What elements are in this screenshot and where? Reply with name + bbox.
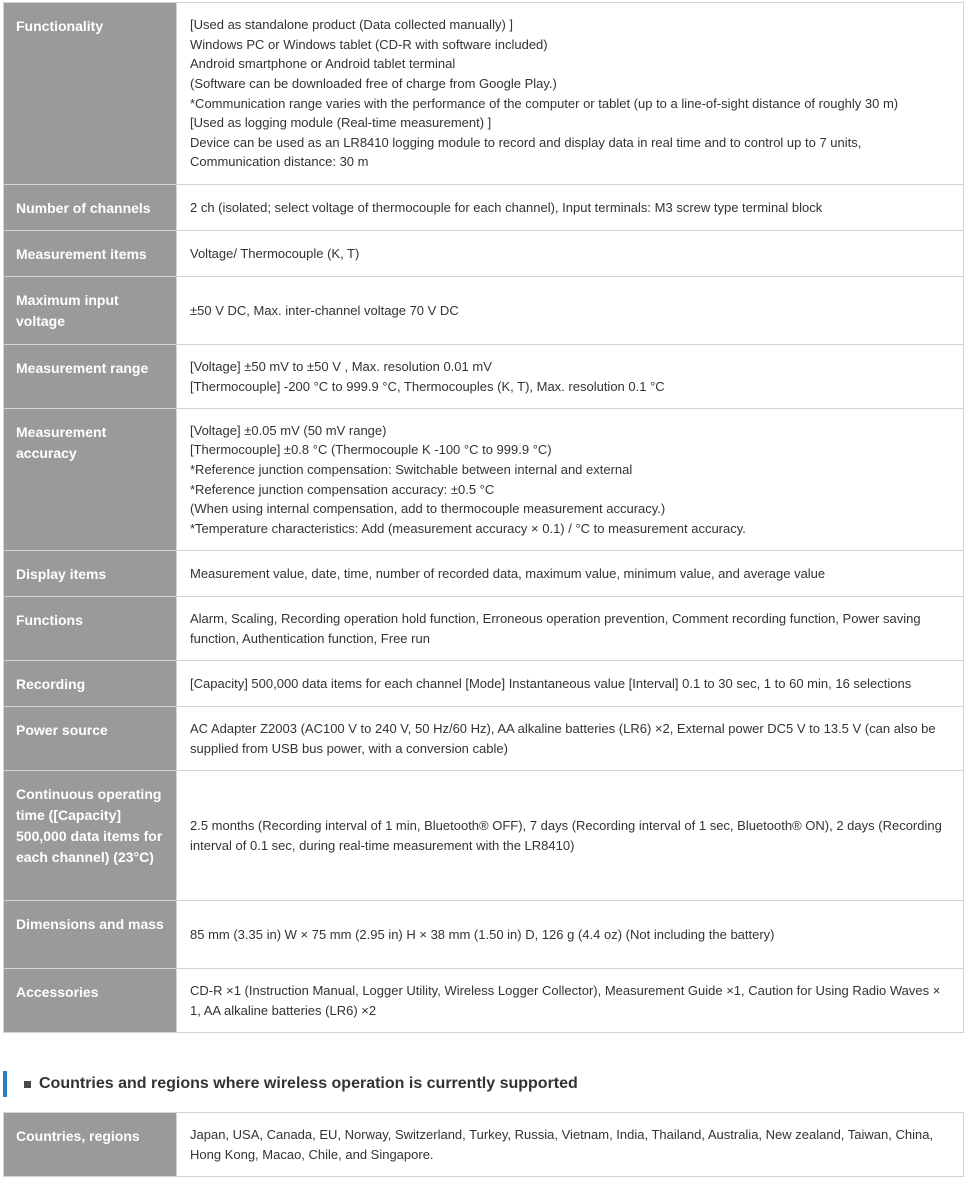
table-row (4, 661, 964, 707)
spec-table (3, 2, 964, 1033)
row-value (177, 3, 964, 185)
row-label: Measurement accuracy (4, 409, 177, 551)
table-row (4, 771, 964, 901)
row-label: Functionality (4, 3, 177, 185)
row-value (177, 707, 964, 771)
value-line: [Used as logging module (Real-time measurement) ] (190, 115, 492, 131)
spec-table-body (4, 3, 964, 1033)
table-row (4, 551, 964, 597)
row-label: Number of channels (4, 185, 177, 231)
value-line: 85 mm (3.35 in) W × 75 mm (2.95 in) H × 38 mm (1.50 in) D, 126 g (4.4 oz) (Not including the battery) (190, 926, 775, 942)
value-line: [Voltage] ±0.05 mV (50 mV range) (190, 422, 387, 438)
value-line: Device can be used as an LR8410 logging module to record and display data in real time and to control up to 7 units, (190, 134, 862, 150)
row-label: Display items (4, 551, 177, 597)
row-label: Measurement items (4, 231, 177, 277)
row-value (177, 969, 964, 1033)
value-line: 2.5 months (Recording interval of 1 min, Bluetooth® OFF), 7 days (Recording interval of 1 sec, Bluetooth® ON), 2 days (Recording interval of 0.1 sec, during real-time measurement with the LR8410) (190, 817, 942, 853)
value-line: (Software can be downloaded free of charge from Google Play.) (190, 75, 557, 91)
value-line: Android smartphone or Android tablet terminal (190, 56, 456, 72)
row-value (177, 661, 964, 707)
row-label: Maximum input voltage (4, 277, 177, 345)
value-line: [Thermocouple] -200 °C to 999.9 °C, Thermocouples (K, T), Max. resolution 0.1 °C (190, 378, 665, 394)
value-line: [Thermocouple] ±0.8 °C (Thermocouple K -100 °C to 999.9 °C) (190, 442, 552, 458)
regions-table (3, 1112, 964, 1177)
row-value: Japan, USA, Canada, EU, Norway, Switzerland, Turkey, Russia, Vietnam, India, Thailand, Australia, New zealand, Taiwan, China, Hong Kong, Macao, Chile, and Singapore. (177, 1113, 964, 1177)
value-line: ±50 V DC, Max. inter-channel voltage 70 V DC (190, 302, 459, 318)
row-value (177, 551, 964, 597)
regions-section-heading (3, 1071, 703, 1097)
table-row (4, 185, 964, 231)
value-line: *Communication range varies with the performance of the computer or tablet (up to a line-of-sight distance of roughly 30 m) (190, 95, 899, 111)
row-label: Continuous operating time ([Capacity] 500,000 data items for each channel) (23°C) (4, 771, 177, 901)
row-label: Power source (4, 707, 177, 771)
value-line: CD-R ×1 (Instruction Manual, Logger Utility, Wireless Logger Collector), Measurement Guide ×1, Caution for Using Radio Waves × 1, AA alkaline batteries (LR6) ×2 (190, 982, 941, 1018)
table-row (4, 969, 964, 1033)
heading-accent-bar (3, 1071, 7, 1097)
value-line: [Voltage] ±50 mV to ±50 V , Max. resolution 0.01 mV (190, 358, 492, 374)
row-value (177, 345, 964, 409)
table-row (4, 277, 964, 345)
table-row (4, 231, 964, 277)
row-value (177, 409, 964, 551)
value-line: AC Adapter Z2003 (AC100 V to 240 V, 50 Hz/60 Hz), AA alkaline batteries (LR6) ×2, External power DC5 V to 13.5 V (can also be supplied from USB bus power, with a conversion cable) (190, 720, 936, 756)
row-label: Accessories (4, 969, 177, 1033)
value-line: Communication distance: 30 m (190, 154, 369, 170)
value-line: *Temperature characteristics: Add (measurement accuracy × 0.1) / °C to measurement accuracy. (190, 520, 746, 536)
value-line: Alarm, Scaling, Recording operation hold function, Erroneous operation prevention, Comment recording function, Power saving function, Authentication function, Free run (190, 610, 921, 646)
row-label: Countries, regions (4, 1113, 177, 1177)
value-line: [Capacity] 500,000 data items for each channel [Mode] Instantaneous value [Interval] 0.1 to 30 sec, 1 to 60 min, 16 selections (190, 675, 912, 691)
table-row (4, 707, 964, 771)
row-value (177, 185, 964, 231)
value-line: (When using internal compensation, add to thermocouple measurement accuracy.) (190, 501, 666, 517)
regions-heading-text: Countries and regions where wireless operation is currently supported (39, 1075, 578, 1092)
row-value (177, 231, 964, 277)
row-value (177, 771, 964, 901)
table-row (4, 345, 964, 409)
value-line: *Reference junction compensation: Switchable between internal and external (190, 461, 633, 477)
row-label: Measurement range (4, 345, 177, 409)
table-row (4, 901, 964, 969)
heading-square-icon (24, 1081, 31, 1088)
table-row (4, 597, 964, 661)
value-line: Voltage/ Thermocouple (K, T) (190, 245, 360, 261)
row-label: Recording (4, 661, 177, 707)
row-value (177, 901, 964, 969)
row-value (177, 597, 964, 661)
table-row (4, 1113, 964, 1177)
value-line: [Used as standalone product (Data collected manually) ] (190, 17, 514, 33)
row-value (177, 277, 964, 345)
value-line: *Reference junction compensation accuracy: ±0.5 °C (190, 481, 495, 497)
row-label: Functions (4, 597, 177, 661)
value-line: Windows PC or Windows tablet (CD-R with software included) (190, 36, 548, 52)
value-line: Measurement value, date, time, number of recorded data, maximum value, minimum value, and average value (190, 565, 826, 581)
table-row (4, 409, 964, 551)
row-label: Dimensions and mass (4, 901, 177, 969)
value-line: 2 ch (isolated; select voltage of thermocouple for each channel), Input terminals: M3 screw type terminal block (190, 199, 823, 215)
table-row (4, 3, 964, 185)
